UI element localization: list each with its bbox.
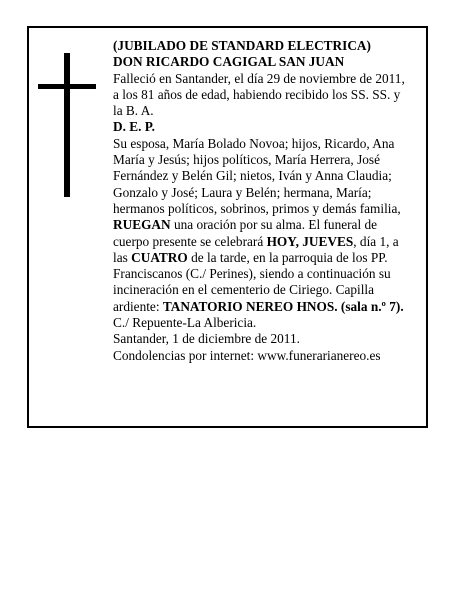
notice-line: [113, 331, 418, 347]
notice-bold-text: CUATRO: [131, 249, 188, 265]
notice-text: las: [113, 249, 132, 265]
notice-line: [113, 348, 418, 364]
notice-bold-text: D. E. P.: [113, 119, 155, 135]
notice-line: [113, 119, 418, 135]
notice-line: [113, 168, 418, 184]
latin-cross-icon: [64, 53, 70, 197]
notice-text: Gonzalo y José; Laura y Belén; hermana, María;: [113, 184, 372, 200]
notice-bold-text: (JUBILADO DE STANDARD ELECTRICA): [113, 38, 371, 53]
notice-line: [113, 250, 418, 266]
notice-line: [113, 152, 418, 168]
notice-line: [113, 217, 418, 233]
notice-line: [113, 136, 418, 152]
notice-text: Franciscanos (C./ Perines), siendo a continuación su: [113, 266, 391, 282]
notice-bold-text: TANATORIO NEREO HNOS. (sala n.º 7).: [162, 298, 404, 314]
notice-bold-text: DON RICARDO CAGIGAL SAN JUAN: [113, 54, 345, 70]
notice-text: , día 1, a: [353, 233, 399, 249]
notice-line: [113, 54, 418, 70]
notice-text: hermanos políticos, sobrinos, primos y demás familia,: [113, 200, 401, 216]
notice-text: a los 81 años de edad, habiendo recibido los SS. SS. y: [113, 86, 401, 102]
notice-text: de la tarde, en la parroquia de los PP.: [187, 249, 388, 265]
latin-cross-icon-bar: [38, 84, 96, 89]
notice-line: [113, 299, 418, 315]
notice-line: [113, 103, 418, 119]
notice-line: [113, 315, 418, 331]
notice-text: una oración por su alma. El funeral de: [170, 217, 378, 233]
obituary-text: [113, 38, 418, 364]
notice-line: [113, 38, 418, 54]
notice-line: [113, 87, 418, 103]
notice-text: la B. A.: [113, 103, 154, 119]
notice-text: Su esposa, María Bolado Novoa; hijos, Ricardo, Ana: [113, 135, 395, 151]
notice-bold-text: RUEGAN: [113, 217, 171, 233]
notice-text: cuerpo presente se celebrará: [113, 233, 267, 249]
notice-text: ardiente:: [113, 298, 163, 314]
notice-text: incineración en el cementerio de Ciriego. Capilla: [113, 282, 375, 298]
notice-line: [113, 266, 418, 282]
notice-line: [113, 282, 418, 298]
notice-text: Santander, 1 de diciembre de 2011.: [113, 331, 300, 347]
notice-line: [113, 234, 418, 250]
notice-text: Condolencias por internet: www.funerarianereo.es: [113, 347, 381, 363]
notice-line: [113, 201, 418, 217]
notice-line: [113, 71, 418, 87]
notice-bold-text: HOY, JUEVES: [266, 233, 354, 249]
notice-text: C./ Repuente-La Albericia.: [113, 315, 257, 331]
notice-line: [113, 185, 418, 201]
notice-text: María y Jesús; hijos políticos, María Herrera, José: [113, 152, 380, 168]
notice-text: Falleció en Santander, el día 29 de noviembre de 2011,: [113, 70, 405, 86]
notice-text: Fernández y Belén Gil; nietos, Iván y Anna Claudia;: [113, 168, 392, 184]
